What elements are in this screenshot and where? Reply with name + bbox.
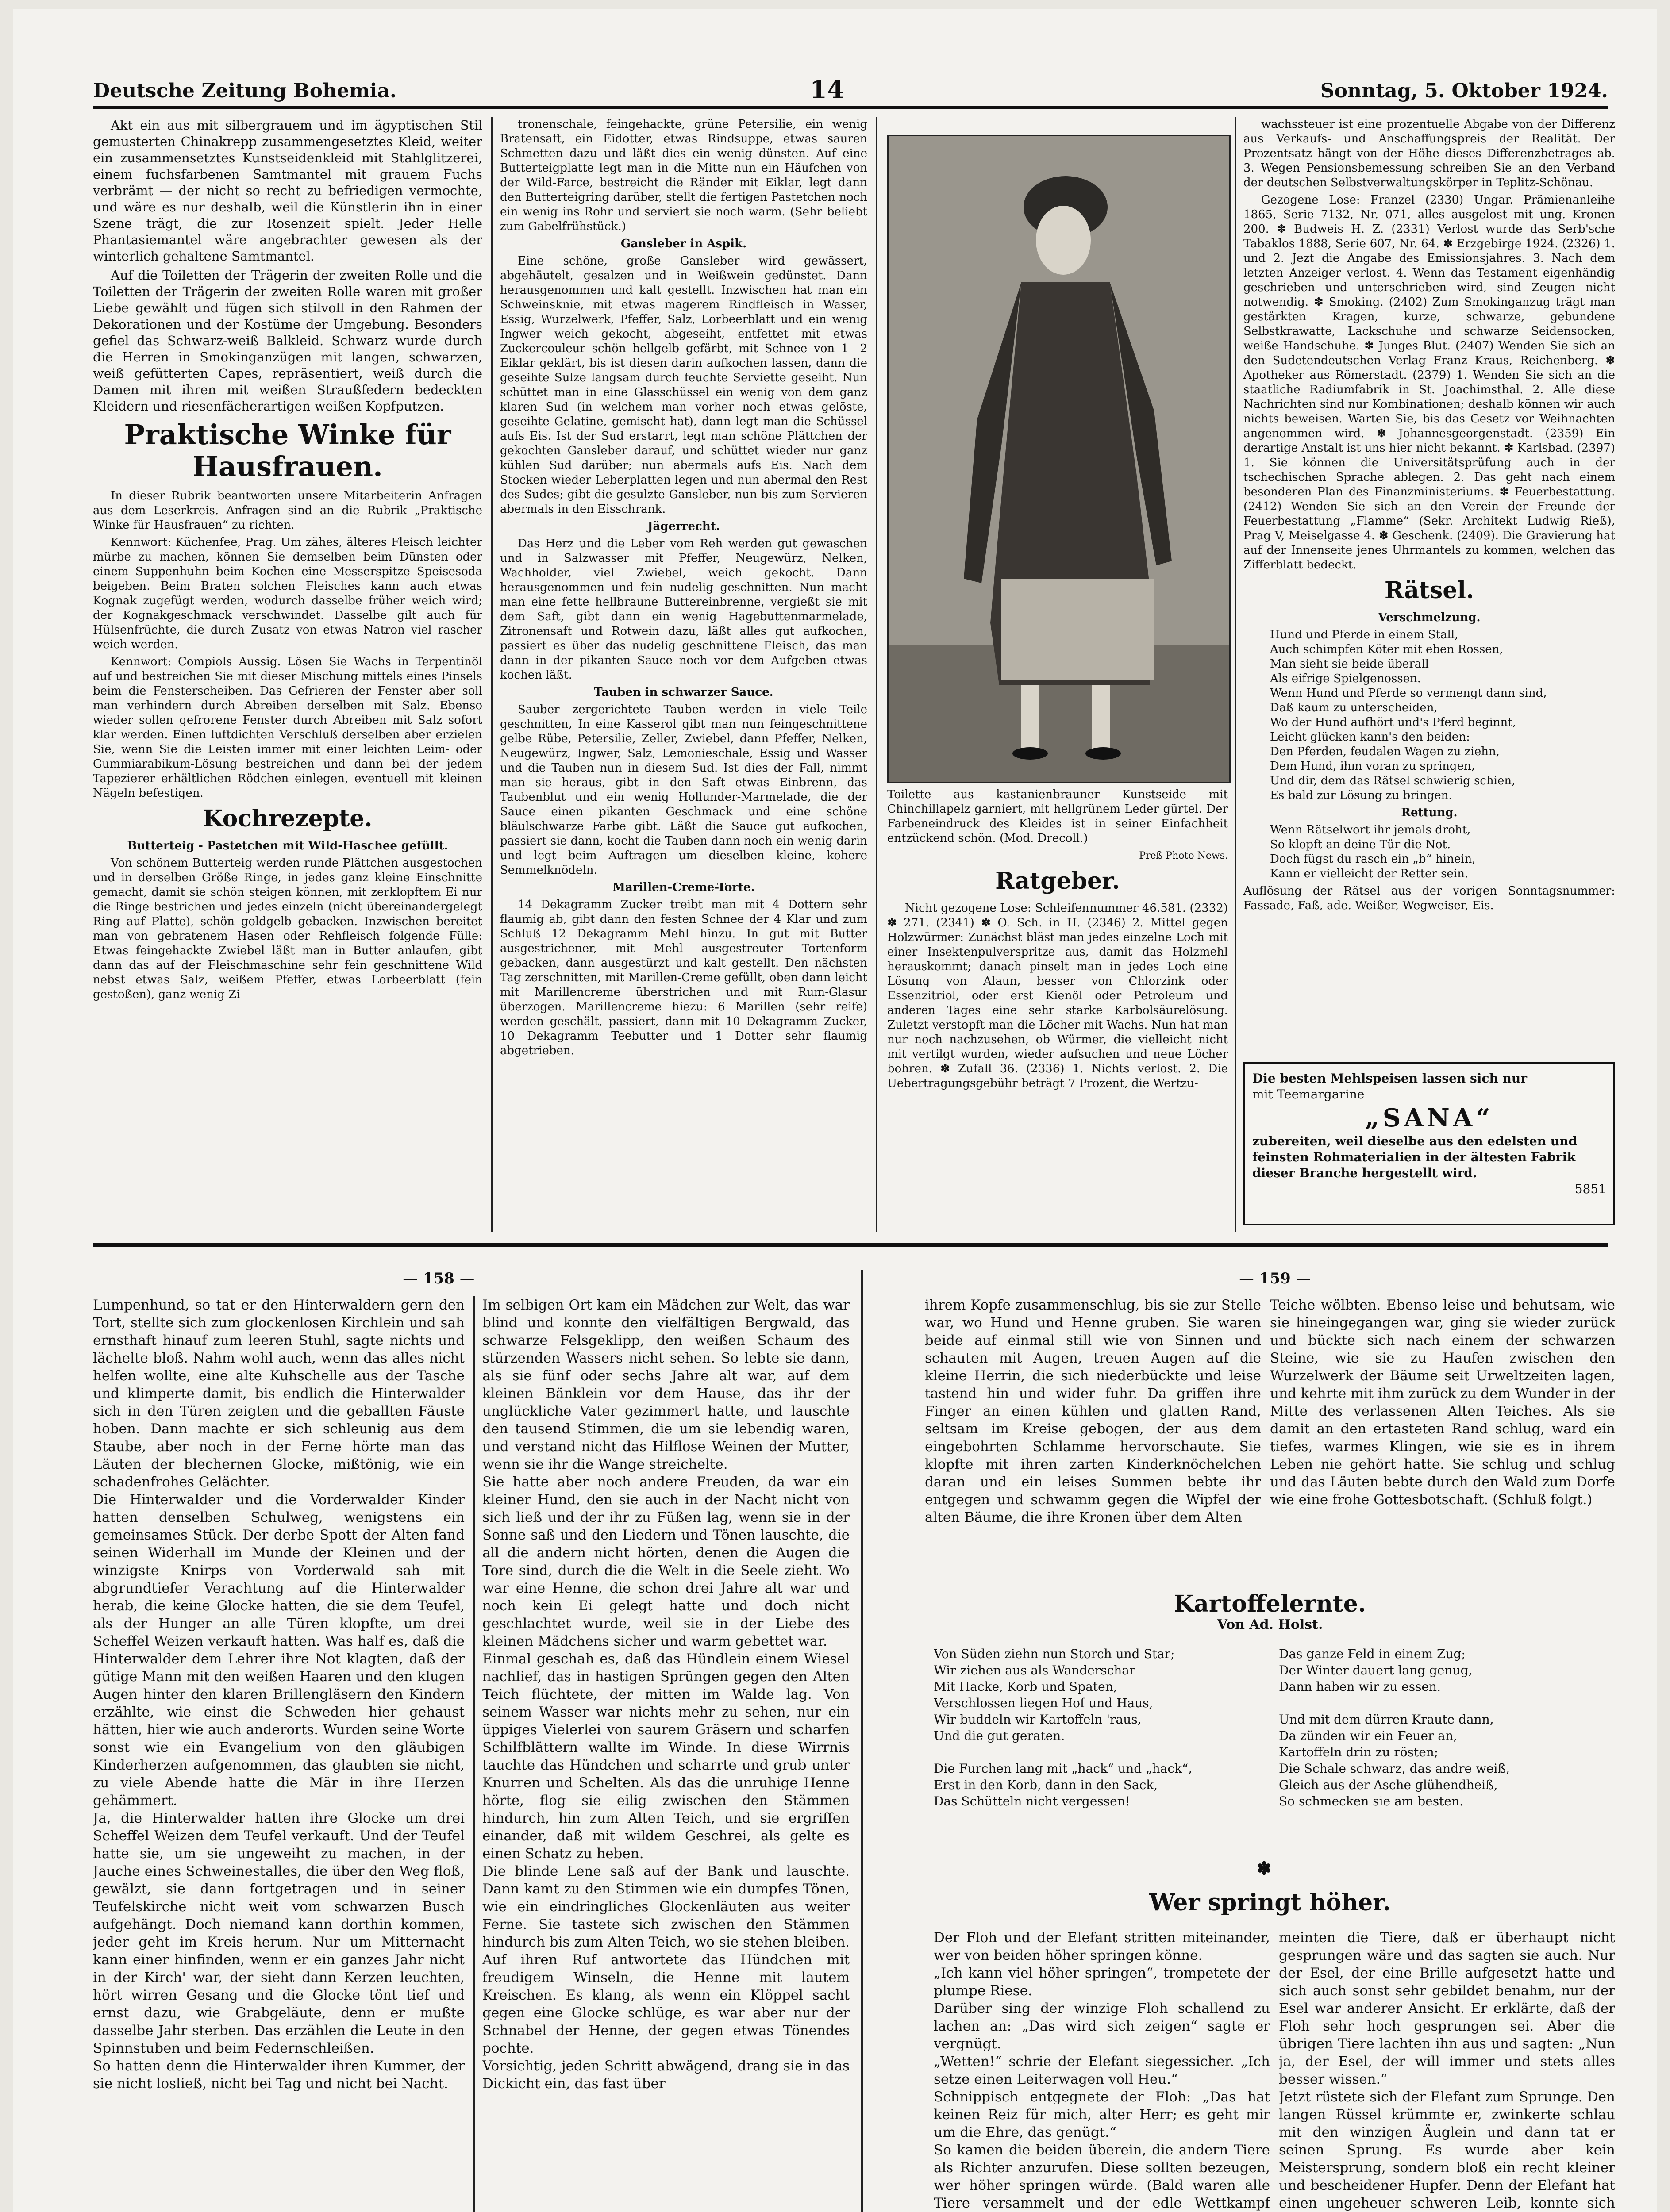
- story-column-4: [1270, 1296, 1615, 1571]
- poem-title: Kartoffelernte.: [1174, 1590, 1366, 1617]
- fable-column-1: [934, 1929, 1270, 2212]
- fashion-photo: [887, 135, 1231, 783]
- fable-text: Der Floh und der Elefant stritten miteinander, wer von beiden höher springen könne. „Ich kann viel höher springen“, trompetete der plumpe Riese. Darüber sing der winzige Floh schallend zu lachen an: „Das wird sich zeigen“ sagte er vergnügt. „Wetten!“ schrie der Elefant siegessicher. „Ich setze einen Leiterwagen voll Heu.“ Schnippisch entgegnete der Floh: „Das hat keinen Reiz für mich, alter Herr; es geht mir um die Ehre, das genügt.“ So kamen die beiden überein, die andern Tiere als Richter anzurufen. Diese sollten bezeugen, wer höher springen würde. (Bald waren alle Tiere versammelt und der edle Wettkampf: [934, 1930, 1270, 2211]
- photo-and-ratgeber: [887, 787, 1228, 1232]
- page-number: 14: [810, 75, 844, 104]
- photo-credit: Preß Photo News.: [1139, 850, 1228, 861]
- recipe-text: 14 Dekagramm Zucker treibt man mit 4 Dottern sehr flaumig ab, gibt dann den festen Schnee der 4 Klar und zum Schluß 12 Dekagramm Mehl hinzu. In gut mit Butter ausgestrichener, mit Mehl ausgestreuter Tortenform gebacken, dann ausgestürzt und kalt gestellt. Den nächsten Tag zerschnitten, mit Marillen-Creme gefüllt, oben dann leicht mit Marillencreme überstrichen und mit Rum-Glasur überzogen. Marillencreme hiezu: 6 Marillen (sehr reife) werden geschält, passiert, dann mit 10 Dekagramm Zucker, 10 Dekagramm Teebutter und 1 Dotter sehr flaumig abgetrieben.: [500, 898, 867, 1057]
- recipe-title: Tauben in schwarzer Sauce.: [594, 686, 773, 699]
- riddle-verse: Hund und Pferde in einem Stall, Auch schimpfen Köter mit eben Rossen, Man sieht sie beide überall Als eifrige Spielgenossen. Wenn Hund und Pferde so vermengt dann sind, Daß kaum zu unterscheiden, Wo der Hund aufhört und's Pferd beginnt, Leicht glücken kann's den beiden: Den Pferden, feudalen Wagen zu ziehn, Dem Hund, ihm voran zu springen, Und dir, dem das Rätsel schwierig schien, Es bald zur Lösung zu bringen.: [1270, 628, 1547, 802]
- riddle-title: Verschmelzung.: [1378, 611, 1481, 624]
- recipe-text: Das Herz und die Leber vom Reh werden gut gewaschen und in Salzwasser mit Pfeffer, Neugewürz, Nelken, Wachholder, viel Zwiebel, weich gekocht. Dann herausgenommen und fein nudelig geschnitten. Nun macht man eine fette hellbraune Buttereinbrenne, vergießt sie mit dem Saft, gibt dann ein wenig Hagebuttenmarmelade, Zitronensaft und Rotwein dazu, läßt alles gut aufkochen, passiert es über das nudelig geschnittene Fleisch, das man dann in der pikanten Sauce noch vor dem Aufgeben etwas kochen läßt.: [500, 537, 867, 682]
- section-title-ratgeber: Ratgeber.: [995, 868, 1120, 895]
- story-column-1: [93, 1296, 465, 2212]
- sana-advertisement: [1243, 1062, 1615, 1225]
- fable-text: meinten die Tiere, daß er überhaupt nicht gesprungen wäre und das sagten sie auch. Nur der Esel, der eine Brille aufgesetzt hatte und sich auch sonst sehr gebildet benahm, nur der Esel war anderer Ansicht. Er erklärte, daß der Floh sehr hoch gesprungen sei. Aber die übrigen Tiere lachten ihn aus und sagten: „Nun ja, der Esel, der will immer und stets alles besser wissen.“ Jetzt rüstete sich der Elefant zum Sprunge. Den langen Rüssel krümmte er, zwinkerte schlau mit den winzigen Äuglein und dann tat er seinen Sprung. Es wurde aber kein Meistersprung, sondern bloß ein recht kleiner und bescheidener Hupfer. Denn der Elefant hat einen ungeheuer schweren Leib, konnte sich: [1279, 1930, 1615, 2211]
- column-divider: [473, 1296, 475, 2212]
- asterisk-divider-icon: ✽: [1257, 1858, 1272, 1879]
- page-gutter: [861, 1270, 863, 2212]
- winke-answer: Kennwort: Küchenfee, Prag. Um zähes, älteres Fleisch leichter mürbe zu machen, können Sie demselben beim Dünsten oder einem Suppenhuhn beim Kochen eine Messerspitze Speisesoda beigeben. Beim Braten solchen Fleisches kann auch etwas Kognak zugefügt werden, wodurch dasselbe früher weich wird; der Kognakgeschmack verschwindet. Dasselbe gilt auch für Hülsenfrüchte, die durch Zusatz von etwas Natron viel rascher weich werden.: [93, 536, 482, 651]
- page-number-left: — 158 —: [403, 1270, 475, 1287]
- ratgeber-text: Nicht gezogene Lose: Schleifennummer 46.581. (2332) ✽ 271. (2341) ✽ O. Sch. in H. (2346) 2. Mittel gegen Holzwürmer: Zunächst bläst man jedes einzelne Loch mit einer Insektenpulverspritze aus, damit das Holzmehl herauskommt; danach pinselt man in jedes Loch eine Lösung von Alaun, besser von Chlorzink oder Essenzitriol, oder erst Kienöl oder Petroleum und anderen Tages eine sehr starke Karbolsäurelösung. Zuletzt verstopft man die Löcher mit Wachs. Nun hat man nur noch nachzusehen, ob Würmer, die vielleicht nicht mit vertilgt wurden, wieder aufsuchen und neue Löcher bohren. ✽ Zufall 36. (2336) 1. Nichts verlost. 2. Die Uebertragungsgebühr beträgt 7 Prozent, die Wertzu-: [887, 902, 1228, 1090]
- poem-column-a: [934, 1646, 1261, 1849]
- riddle-verse: Wenn Rätselwort ihr jemals droht, So klopft an deine Tür die Not. Doch fügst du rasch ein „b“ hinein, Kann er vielleicht der Retter sein.: [1270, 823, 1476, 880]
- story-text: Lumpenhund, so tat er den Hinterwaldern gern den Tort, stellte sich zum glockenlosen Kirchlein und sah ernsthaft hinauf zum leeren Stuhl, sagte nichts und lächelte bloß. Nahm wohl auch, wenn das alles nicht helfen wollte, eine alte Kuhschelle aus der Tasche und klimperte damit, bis endlich die Hinterwalder sich in den Türen zeigten und die geballten Fäuste hoben. Dann machte er sich schleunig aus dem Staube, aber noch in der Ferne hörte man das Läuten der blechernen Glocke, mißtönig, wie ein schadenfrohes Gelächter. Die Hinterwalder und die Vorderwalder Kinder hatten denselben Schulweg, wenigstens ein gemeinsames Stück. Der derbe Spott der Alten fand seinen Widerhall im Munde der Kleinen und der winzigste Knirps von Vorderwald sah mit abgrundtiefer Verachtung auf die Hinterwalder herab, die keine Glocke hatten, die sie dem Teufel, als der Hunger an alle Türen klopfte, um drei Scheffel Weizen verkauft hatten. Was half es, daß die Hinterwalder dem Lehrer ihre Not klagten, daß der gütige Mann mit den weißen Haaren und den klugen Augen hinter den klaren Brillengläsern den Kindern erzählte, wie einst die Schweden hier gehaust hätten, hier wie auch anderorts. Wurden seine Worte sonst wie ein Evangelium von den gläubigen Kinderherzen aufgenommen, das glaubten sie nicht, zu viele Abende hatte die Mär in ihre Herzen gehämmert. Ja, die Hinterwalder hatten ihre Glocke um drei Scheffel Weizen dem Teufel verkauft. Und der Teufel hatte sie, um sie ungeweiht zu machen, in der Jauche eines Schweinestalles, die über den Weg floß, gewälzt, sie dann fortgetragen und in seiner Teufelskirche nicht weit vom schwarzen Busch aufgehängt. Doch niemand kann dorthin kommen, jeder geht im Kreis herum. Nur um Mitternacht kann einer hinfinden, wenn er ein ganzes Jahr nicht in der Kirch' war, der sieht dann Kerzen leuchten, hört wirren Gesang und die Glocke tönt tief und ernst dazu, wie Grabgeläute, denn er mußte dasselbe Jahr sterben. Das erzählen die Leute in den Spinnstuben und beim Federnschleißen. So hatten denn die Hinterwalder ihren Kummer, der sie nicht losließ, nicht bei Tag und nicht bei Nacht.: [93, 1297, 465, 2092]
- ad-line: mit Teemargarine: [1252, 1087, 1365, 1102]
- poem-author: Von Ad. Holst.: [1217, 1617, 1323, 1632]
- issue-date: Sonntag, 5. Oktober 1924.: [1320, 80, 1608, 102]
- poem-verse: Das ganze Feld in einem Zug; Der Winter dauert lang genug, Dann haben wir zu essen. Und mit dem dürren Kraute dann, Da zünden wir ein Feuer an, Kartoffeln drin zu rösten; Die Schale schwarz, das andre weiß, Gleich aus der Asche glühendheiß, So schmecken sie am besten.: [1279, 1647, 1510, 1809]
- poem-verse: Von Süden ziehn nun Storch und Star; Wir ziehen aus als Wanderschar Mit Hacke, Korb und Spaten, Verschlossen liegen Hof und Haus, Wir buddeln wir Kartoffeln 'raus, Und die gut geraten. Die Furchen lang mit „hack“ und „hack“, Erst in den Korb, dann in den Sack, Das Schütteln nicht vergessen!: [934, 1647, 1193, 1809]
- ad-code: 5851: [1574, 1182, 1606, 1196]
- recipe-text: Sauber zergerichtete Tauben werden in viele Teile geschnitten, In eine Kasserol gibt man nun feingeschnittene gelbe Rübe, Petersilie, Zeller, Zwiebel, dann Pfeffer, Nelken, Neugewürz, Ingwer, Salz, Lemonieschale, Essig und Wasser und die Tauben nun in diesem Sud. Ist dies der Fall, nimmt man sie heraus, gibt in den Saft etwas Einbrenn, das Taubenblut und ein wenig Hollunder-Marmelade, die der Sauce einen pikanten Geschmack und eine schöne bläulschwarze Farbe gibt. Läßt die Sauce gut aufkochen, passiert sie dann, kocht die Tauben dann noch ein wenig darin und legt beim Auftragen um dieselben kleine, kohere Semmelknödeln.: [500, 703, 867, 877]
- photo-caption: Toilette aus kastanienbrauner Kunstseide mit Chinchillapelz garniert, mit hellgrünem Leder gürtel. Der Farbeneindruck des Kleides ist in seiner Einfachheit entzückend schön. (Mod. Drecoll.): [887, 788, 1228, 845]
- winke-intro: In dieser Rubrik beantworten unsere Mitarbeiterin Anfragen aus dem Leserkreis. Anfragen sind an die Rubrik „Praktische Winke für Hausfrauen“ zu richten.: [93, 489, 482, 532]
- section-title-winke: Praktische Winke für Hausfrauen.: [124, 419, 451, 483]
- riddle-solution: Auflösung der Rätsel aus der vorigen Sonntagsnummer: Fassade, Faß, ade. Weißer, Wegweiser, Eis.: [1243, 884, 1615, 912]
- fashion-paragraph: Auf die Toiletten der Trägerin der zweiten Rolle und die Toiletten der Trägerin der zweiten Rolle waren mit großer Liebe gewählt und fügen sich stilvoll in den Rahmen der Dekorationen und der Kostüme der Umgebung. Besonders gefiel das Schwarz-weiß Balkleid. Schwarz wurde durch die Herren in Smokinganzügen mit langen, schwarzen, weiß gefütterten Capes, repräsentiert, weiß durch die Damen mit ihren mit weißen Straußfedern bedeckten Kleidern und riesenfächerartigen weißen Kopfputzen.: [93, 268, 482, 414]
- ratgeber-text: wachssteuer ist eine prozentuelle Abgabe von der Differenz aus Verkaufs- und Anschaffungspreis der Realität. Der Prozentsatz hängt von der Höhe dieses Differenzbetrages ab. 3. Wegen Pensionsbemessung schreiben Sie an den Verband der deutschen Selbstverwaltungskörper in Teplitz-Schönau.: [1243, 118, 1615, 189]
- story-text: Teiche wölbten. Ebenso leise und behutsam, wie sie hineingegangen war, ging sie wieder zurück und bückte sich nach einem der schwarzen Steine, wie sie zu Haufen zwischen den Wurzelwerk der Bäume seit Urweltzeiten lagen, und kehrte mit ihm zurück zu dem Wunder in der Mitte des verlassenen Alten Teiches. Als sie damit an den ertasteten Rand schlug, ward ein tiefes, warmes Klingen, wie sie es in ihrem Leben nie gehört hatte. Sie schlug und schlug und das Läuten bebte durch den Wald zum Dorfe wie eine frohe Gottesbotschaft. (Schluß folgt.): [1270, 1297, 1615, 1508]
- recipe-title: Butterteig - Pastetchen mit Wild-Haschee gefüllt.: [127, 839, 448, 853]
- ad-line: Die besten Mehlspeisen lassen sich nur: [1252, 1071, 1528, 1086]
- story-column-2: [482, 1296, 850, 2212]
- newspaper-page: [13, 9, 1657, 2212]
- story-text: Im selbigen Ort kam ein Mädchen zur Welt, das war blind und konnte den vielfältigen Bergwald, das schwarze Felsgeklipp, den weißen Schaum des stürzenden Wassers nicht sehen. So lebte sie dann, als sie fünf oder sechs Jahre alt war, auf dem kleinen Bänklein vor dem Hause, das ihr der unglückliche Vater gezimmert hatte, und lauschte den tausend Stimmen, die um sie lebendig waren, und verstand nicht das Hilflose Weinen der Mutter, wenn sie ihr die Wange streichelte. Sie hatte aber noch andere Freuden, da war ein kleiner Hund, den sie auch in der Nacht nicht von sich ließ und der ihr zu Füßen lag, wenn sie in der Sonne saß und den Liedern und Tönen lauschte, die all die andern nicht hörten, denen die Augen die Tore sind, durch die die Welt in die Seele zieht. Wo war eine Henne, die schon drei Jahre alt war und noch kein Ei gelegt hatte und doch nicht geschlachtet wurde, weil sie in der Liebe des kleinen Mädchens sicher und warm gebettet war. Einmal geschah es, daß das Hündlein einem Wiesel nachlief, das in hastigen Sprüngen gegen den Alten Teich flüchtete, der mitten im Walde lag. Von seinem Wasser war nichts mehr zu sehen, nur ein üppiges Vielerlei von saurem Gräsern und scharfen Schilfblättern wallte im Winde. In diese Wirrnis tauchte das Hündchen und scharrte und grub unter Knurren und Schelten. Als das die unruhige Henne hörte, flog sie eilig zwischen den Stämmen hindurch, hin zum Alten Teich, und sie ergriffen einander, daß mit wildem Geschrei, als gelte es einen Schatz zu heben. Die blinde Lene saß auf der Bank und lauschte. Dann kamt zu den Stimmen wie ein dumpfes Tönen, wie ein eindringliches Glockenläuten aus weiter Ferne. Sie tastete sich zwischen den Stämmen hindurch bis zum Alten Teich, wo sie stehen bleiben. Auf ihren Ruf antwortete das Hündchen mit freudigem Winseln, die Henne mit lautem Kreischen. Es klang, als wenn ein Klöppel sacht gegen eine Glocke schlüge, es war aber nur der Schnabel der Henne, der gegen etwas Tönendes pochte. Vorsichtig, jeden Schritt abwägend, drang sie in das Dickicht ein, das fast über: [482, 1297, 850, 2092]
- ad-line: zubereiten, weil dieselbe aus den edelsten und feinsten Rohmaterialien in der ältesten Fabrik dieser Branche hergestellt wird.: [1252, 1134, 1578, 1180]
- recipe-text: Eine schöne, große Gansleber wird gewässert, abgehäutelt, gesalzen und in Weißwein gedünstet. Dann herausgenommen und kalt gestellt. Inzwischen hat man ein Schweinsknie, mit etwas magerem Rindfleisch in Wasser, Essig, Wurzelwerk, Pfeffer, Salz, Lorbeerblatt und ein wenig Ingwer weich gekocht, abgeseiht, entfettet mit etwas Zuckercouleur schön hellgelb gefärbt, mit Schnee von 1—2 Eiklar geklärt, bis ist diesen darin aufkochen lassen, dann die geseihte Sulze langsam durch feuchte Serviette geseiht. Nun schüttet man in eine Glasschüssel ein wenig von dem ganz klaren Sud (in welchem man vorher noch etwas gelöste, geseihte Gelatine, gemischt hat), dann legt man die Schüssel aufs Eis. Ist der Sud erstarrt, legt man schöne Plättchen der gekochten Gansleber darauf, und schüttet wieder nur ganz kühlen Sud darüber; nun abermals aufs Eis. Nach dem Stocken wieder Leberplatten legen und nun abermal den Rest des Sudes; gibt die gesulzte Gansleber, nun bis zum Servieren abermals in den Eisschrank.: [500, 254, 867, 516]
- riddle-title: Rettung.: [1401, 806, 1458, 819]
- winke-answer: Kennwort: Compiols Aussig. Lösen Sie Wachs in Terpentinöl auf und bestreichen Sie mit dieser Mischung mittels eines Pinsels beim die Fensterscheiben. Das Gefrieren der Fenster aber soll man verhindern durch Abreiben derselben mit Salz. Ebenso wieder sollen gefrorene Fenster durch Abreiben mit Salz sofort klar werden. Einen luftdichten Verschluß derselben aber erzielen Sie, wenn Sie die Leisten immer mit einer leichten Leim- oder Gummiarabikum-Lösung bestreichen und dann bei der jedem Tapezierer erhältlichen Rödchen einlegen, eventuell mit kleinen Nägeln befestigen.: [93, 655, 482, 800]
- story-column-3: [925, 1296, 1261, 1571]
- recipe-text: tronenschale, feingehackte, grüne Petersilie, ein wenig Bratensaft, ein Eidotter, etwas Rindsuppe, etwas sauren Schmetten dazu und läßt dies ein wenig dünsten. Auf eine Butterteigplatte legt man in die Mitte nun ein Häufchen von der Wild-Farce, bestreicht die Ränder mit Eiklar, legt dann den Butterteigring darüber, stellt die fertigen Pastetchen noch ein wenig ins Rohr und serviert sie noch warm. (Sehr beliebt zum Gabelfrühstück.): [500, 118, 867, 233]
- masthead-name: Deutsche Zeitung Bohemia.: [93, 80, 397, 102]
- column-divider: [1235, 117, 1236, 1232]
- recipe-title: Marillen-Creme-Torte.: [612, 881, 755, 894]
- column-2: [500, 117, 867, 1232]
- story-title: Wer springt höher.: [1149, 1889, 1391, 1916]
- header-rule: [93, 106, 1608, 109]
- fashion-paragraph: Akt ein aus mit silbergrauem und im ägyptischen Stil gemusterten Chinakrepp zusammengesetztes Kleid, weiter ein zusammensetztes Kunstseidenkleid mit Stahlglitzerei, einem fuchsfarbenen Samtmantel mit grauem Fuchs verbrämt — der nicht so recht zu befriedigen vermochte, und wäre es nur deshalb, weil die Künstlerin ihn in einer Szene trägt, die zur Rosenzeit spielt. Jeder Helle Phantasiemantel wäre angebrachter gewesen als der winterlich gehaltene Samtmantel.: [93, 118, 482, 264]
- recipe-title: Jägerrecht.: [647, 520, 720, 533]
- story-text: ihrem Kopfe zusammenschlug, bis sie zur Stelle war, wo Hund und Henne gruben. Sie waren beide auf einmal still wie von Sinnen und schauten mit Augen, treuen Augen auf die kleine Herrin, die sich niederbückte und leise tastend hin und wider fuhr. Da griffen ihre Finger an einen kühlen und glatten Rand, seltsam im Kreise gebogen, der aus dem eingebohrten Schlamme hervorschaute. Sie klopfte mit ihren zarten Kinderknöchelchen daran und ein leises Summen bebte ihr entgegen und schwamm gegen die Wipfel der alten Bäume, die ihre Kronen über dem Alten: [925, 1297, 1261, 1525]
- fable-column-2: [1279, 1929, 1615, 2212]
- column-4: [1243, 117, 1615, 1051]
- woman-in-dress-image: [889, 136, 1229, 782]
- page-number-right: — 159 —: [1239, 1270, 1311, 1287]
- column-divider: [876, 117, 877, 1232]
- section-title-raetsel: Rätsel.: [1384, 577, 1474, 604]
- column-1: [93, 117, 482, 1232]
- recipe-text: Von schönem Butterteig werden runde Plättchen ausgestochen und in derselben Größe Ringe, in jedes ganz kleine Einschnitte gemacht, damit sie schön steigen können, mit zerklopftem Ei nur die Ringe bestrichen und jedes einzeln (nicht übereinandergelegt Ring auf Platte), schön goldgelb gebacken. Inzwischen bereitet man von gebratenem Hasen oder Rehfleisch folgende Fülle: Etwas feingehackte Zwiebel läßt man in Butter anlaufen, gibt dann das auf der Fleischmaschine sehr fein geschnittene Wild nebst etwas Salz, weißem Pfeffer, etwas Lorbeerblatt (fein gestoßen), ganz wenig Zi-: [93, 856, 482, 1001]
- recipe-title: Gansleber in Aspik.: [620, 237, 747, 250]
- section-rule: [93, 1243, 1608, 1247]
- poem-column-b: [1279, 1646, 1606, 1849]
- column-divider: [491, 117, 493, 1232]
- ratgeber-text: Gezogene Lose: Franzel (2330) Ungar. Prämienanleihe 1865, Serie 7132, Nr. 071, alles ausgelost mit ung. Kronen 200. ✽ Budweis H. Z. (2331) Verlost wurde das Serb'sche Tabaklos 1888, Serie 607, Nr. 64. ✽ Erzgebirge 1924. (2326) 1. und 2. Jezt die Angabe des Emissionsjahres. 3. Nach dem letzten Anzeiger verlost. 4. Wenn das Testament eigenhändig geschrieben und unterschrieben wird, sind Zeugen nicht notwendig. ✽ Smoking. (2402) Zum Smokinganzug trägt man gestärkten Kragen, kurze, schwarze, gebundene Selbstkrawatte, Lackschuhe und schwarze Seidensocken, weiße Handschuhe. ✽ Junges Blut. (2407) Wenden Sie sich an den Sudetendeutschen Verlag Franz Kraus, Reichenberg. ✽ Apotheker aus Römerstadt. (2379) 1. Wenden Sie sich an die staatliche Radiumfabrik in St. Joachimsthal. 2. Alle diese Nachrichten sind nur Kombinationen; deshalb können wir auch nichts beweisen. Warten Sie, bis das Gesetz vor Weihnachten angenommen wird. ✽ Johannesgeorgenstadt. (2359) Ein derartige Anstalt ist uns hier nicht bekannt. ✽ Karlsbad. (2397) 1. Sie können die Universitätsprüfung auch in der tschechischen Sprache ablegen. 2. Das geht nach einem besonderen Plan des Finanzministeriums. ✽ Feuerbestattung. (2412) Wenden Sie sich an den Verein der Freunde der Feuerbestattung „Flamme“ (Sekr. Architekt Ludwig Rieß), Prag V, Meiselgasse 4. ✽ Geschenk. (2409). Die Gravierung hat auf der Innenseite jenes Uhrmantels zu kommen, welchen das Zifferblatt bedeckt.: [1243, 193, 1615, 572]
- ad-brand: „SANA“: [1365, 1103, 1494, 1133]
- section-title-kochrezepte: Kochrezepte.: [203, 805, 373, 832]
